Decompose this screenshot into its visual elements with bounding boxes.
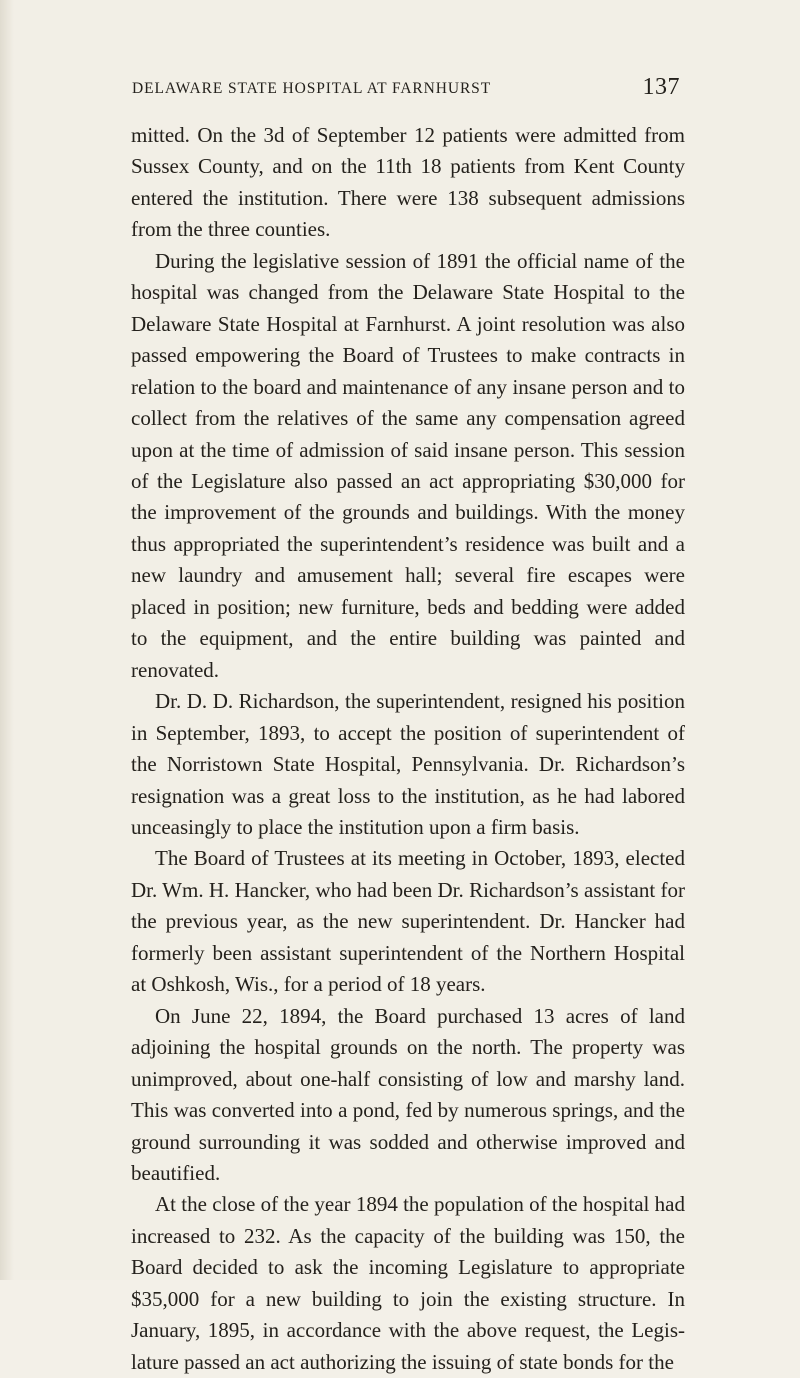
paragraph: At the close of the year 1894 the population of the hospital had increased to 232. As the capacity of the building was 150, the Board decided to ask the incoming Legislature to appropriate $35,000 for a new building to join the existing structure. In January, 1895, in accordance with the above request, the Legislature passed an act authorizing the issuing of state bonds for the bbox=[131, 1192, 685, 1374]
page-edge-shadow bbox=[0, 0, 14, 1280]
running-head bbox=[132, 74, 680, 104]
paragraph: Dr. D. D. Richardson, the superintendent, resigned his position in September, 1893, to accept the position of superintendent of the Norristown State Hospital, Pennsylvania. Dr. Richardson’s resignation was a great loss to the institution, as he had labored unceasingly to place the institution upon a firm basis. bbox=[131, 689, 685, 839]
paragraph: The Board of Trustees at its meeting in October, 1893, elected Dr. Wm. H. Hancker, who had been Dr. Richardson’s assistant for the previous year, as the new superintendent. Dr. Hancker had formerly been assistant superintendent of the Northern Hospital at Oshkosh, Wis., for a period of 18 years. bbox=[131, 846, 685, 997]
paragraph: On June 22, 1894, the Board purchased 13 acres of land adjoining the hospital grounds on the north. The property was unimproved, about one-half consisting of low and marshy land. This was converted into a pond, fed by numerous springs, and the ground surrounding it was sodded and otherwise improved and beautified. bbox=[131, 1003, 685, 1185]
paragraph: mitted. On the 3d of September 12 patients were admitted from Sussex County, and on the 11th 18 patients from Kent County entered the institution. There were 138 subsequent admissions from the three counties. bbox=[131, 123, 685, 242]
body-text bbox=[131, 120, 685, 1378]
paragraph: During the legislative session of 1891 the official name of the hospital was changed from the Delaware State Hospital to the Delaware State Hospital at Farnhurst. A joint resolution was also passed empowering the Board of Trustees to make contracts in relation to the board and maintenance of any insane person and to collect from the relatives of the same any compensation agreed upon at the time of admission of said insane person. This session of the Legislature also passed an act appropriating $30,000 for the improvement of the grounds and buildings. With the money thus appropriated the superintendent’s residence was built and a new laundry and amusement hall; several fire escapes were placed in position; new furniture, beds and bedding were added to the equipment, and the entire building was painted and renovated. bbox=[131, 248, 685, 682]
page-number: 137 bbox=[642, 74, 680, 100]
running-title: DELAWARE STATE HOSPITAL AT FARNHURST bbox=[132, 80, 492, 97]
